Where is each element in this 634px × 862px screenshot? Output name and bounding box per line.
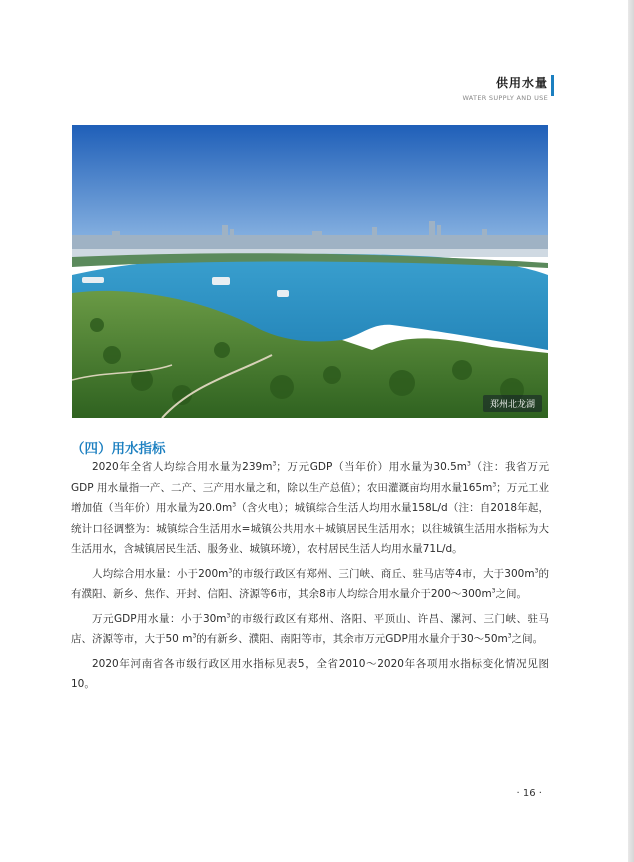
paragraph-1: 2020年全省人均综合用水量为$239m^3$；万元GDP（当年价）用水量为$30.5m^3$（注：我省万元GDP 用水量指一产、二产、三产用水量之和，除以生产总值）；农田灌溉亩均用水量$165m^3$；万元工业增加值（当年价）用水量为$20.0m^3$（含火电）；城镇综合生活人均用水量158L/d（注：自2018年起，统计口径调整为：城镇综合生活用水=城镇公共用水＋城镇居民生活用水；以往城镇生活用水指标为大生活用水，含城镇居民生活、服务业、城镇环境），农村居民生活人均用水量71L/d。	[71, 460, 549, 555]
paragraph-2: 人均综合用水量：小于$200m^3$的市级行政区有郑州、三门峡、商丘、驻马店等4市，大于$300m^3$的有濮阳、新乡、焦作、开封、信阳、济源等6市，其余8市人均综合用水量介于$200\sim 300m^3$之间。	[71, 567, 549, 600]
aerial-lake-image	[72, 125, 548, 418]
page-number: · 16 ·	[516, 788, 542, 799]
lake-photo	[72, 125, 548, 418]
section-title: （四）用水指标	[71, 441, 166, 457]
header-accent-bar	[551, 75, 554, 96]
paragraph-3: 万元GDP用水量：小于$30m^3$的市级行政区有郑州、洛阳、平顶山、许昌、漯河、三门峡、驻马店、济源等市，大于50 $m^3$的有新乡、濮阳、南阳等市，其余市万元GDP用水量介于$30\sim 50m^3$之间。	[71, 612, 549, 645]
running-head	[462, 74, 548, 102]
page-edge	[628, 0, 634, 862]
photo-caption: 郑州北龙湖	[483, 395, 542, 412]
chapter-title: 供用水量	[495, 76, 548, 90]
body-text	[71, 457, 549, 699]
chapter-title-english: WATER SUPPLY AND USE	[462, 94, 548, 102]
paragraph-4: 2020年河南省各市级行政区用水指标见表5，全省2010～2020年各项用水指标变化情况见图10。	[71, 657, 549, 690]
